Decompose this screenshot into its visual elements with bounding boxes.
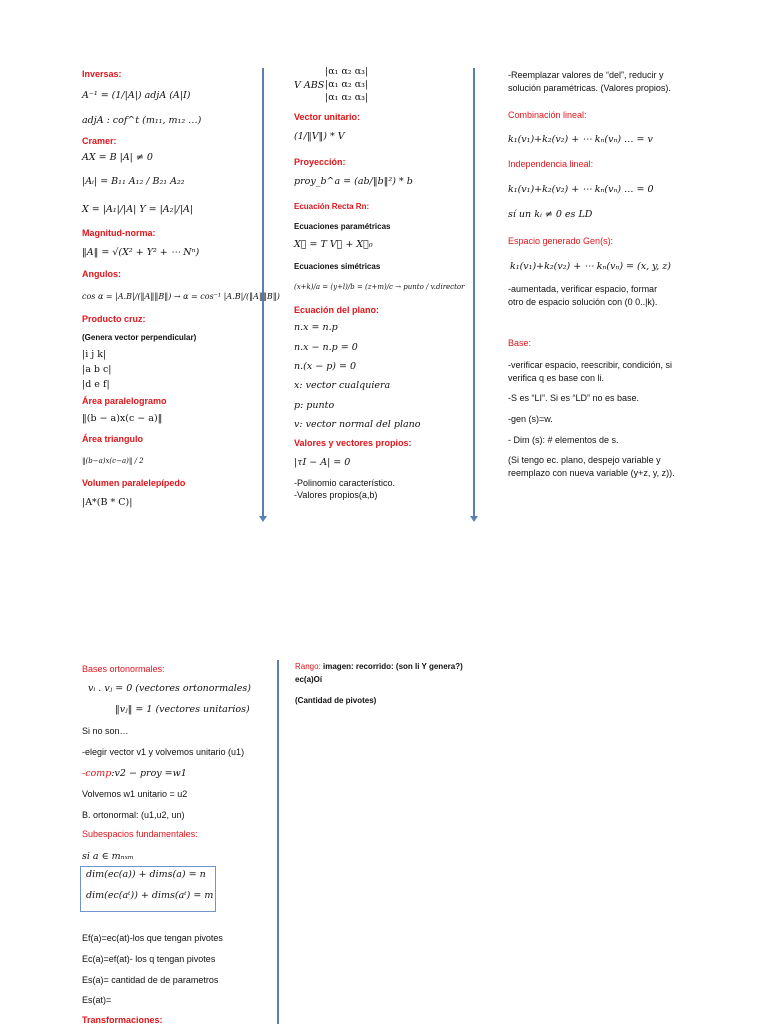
valores-propios-note-1: -Polinomio característico. <box>294 478 396 488</box>
divider-bottom <box>277 660 279 1024</box>
ef-line: Ef(a)=ec(at)-los que tengan pivotes <box>82 933 223 943</box>
comp-label: -comp <box>82 768 112 779</box>
gen-formula: k₁(v₁)+k₂(v₂) + ⋯ kₙ(vₙ) = (x, y, z) <box>510 261 671 272</box>
combinacion-title: Combinación lineal: <box>508 110 587 120</box>
comp-line <box>82 768 187 780</box>
reemplazar-line-2: solución paramétricas. (Valores propios). <box>508 83 671 93</box>
valores-propios-note-2: -Valores propios(a,b) <box>294 490 378 500</box>
gen-note-2: otro de espacio solución con (0 0..|k). <box>508 297 658 307</box>
bases-ortonormales-2: ‖vⱼ‖ = 1 (vectores unitarios) <box>115 704 250 715</box>
magnitud-formula: ‖A‖ = √(X² + Y² + ⋯ Nⁿ) <box>82 247 200 258</box>
plano-line-3: n.(x − p) = 0 <box>294 361 357 372</box>
base-title: Base: <box>508 338 532 348</box>
area-triangulo-formula: ‖(b−a)x(c−a)‖ / 2 <box>82 457 144 465</box>
independencia-formula: k₁(v₁)+k₂(v₂) + ⋯ kₙ(vₙ) … = 0 <box>508 184 654 195</box>
combinacion-formula: k₁(v₁)+k₂(v₂) + ⋯ kₙ(vₙ) … = v <box>508 134 653 145</box>
valores-propios-title: Valores y vectores propios: <box>294 438 412 448</box>
producto-cruz-note: (Genera vector perpendicular) <box>82 333 197 342</box>
det-row-3: |d e f| <box>82 379 110 390</box>
independencia-title: Independencia lineal: <box>508 159 594 169</box>
si-a-line: si a ∈ mₙₓₘ <box>82 851 134 862</box>
area-paralelogramo-title: Área paralelogramo <box>82 396 167 406</box>
vabs-row-2: |α₁ α₂ α₃| <box>325 79 369 90</box>
plano-line-2: n.x − n.p = 0 <box>294 342 358 353</box>
inversas-title: Inversas: <box>82 69 122 79</box>
es-line: Es(a)= cantidad de de parametros <box>82 975 219 985</box>
reemplazar-line-1: -Reemplazar valores de “del”, reducir y <box>508 70 664 80</box>
bases-ortonormales-1: vᵢ . vⱼ = 0 (vectores ortonormales) <box>88 683 251 694</box>
divider-right <box>473 68 475 518</box>
base-line-5a: (Si tengo ec. plano, despejo variable y <box>508 455 661 465</box>
volvemos-unitario: Volvemos w1 unitario = u2 <box>82 789 188 799</box>
ec-a-oi: ec(a)Oí <box>295 675 323 684</box>
dim-formula-2: dim(ec(aᵗ)) + dims(aᵗ) = m <box>86 890 214 901</box>
valores-propios-formula: |τI − A| = 0 <box>294 457 351 468</box>
plano-line-6: v: vector normal del plano <box>294 419 421 430</box>
det-row-2: |a b c| <box>82 364 112 375</box>
area-paralelogramo-formula: ‖(b − a)x(c − a)‖ <box>82 413 163 424</box>
angulos-title: Angulos: <box>82 269 121 279</box>
transformaciones-title: Transformaciones: <box>82 1015 163 1025</box>
inversas-formula: A⁻¹ = (1/|A|) adjA (A|I) <box>82 90 191 101</box>
vector-unitario-formula: (1/‖V‖) * V <box>294 131 345 142</box>
rango-text: imagen: recorrido: (son li Y genera?) <box>320 662 463 671</box>
cramer-formula-3: X = |A₁|/|A| Y = |A₂|/|A| <box>82 204 194 215</box>
det-row-1: |i j k| <box>82 349 107 360</box>
base-line-5b: reemplazo con nueva variable (y+z, y, z)). <box>508 468 675 478</box>
cramer-formula-2: |Aᵢ| = B₁₁ A₁₂ / B₂₁ A₂₂ <box>82 176 185 187</box>
gen-title: Espacio generado Gen(s): <box>508 236 614 246</box>
simetricas-formula: (x+k)/a = (y+l)/b = (z+m)/c → punto / v.director <box>294 283 465 291</box>
base-line-3: -gen (s)=w. <box>508 414 553 424</box>
subespacios-title: Subespacios fundamentales: <box>82 829 198 839</box>
magnitud-title: Magnitud-norma: <box>82 228 156 238</box>
vabs-row-1: |α₁ α₂ α₃| <box>325 66 369 77</box>
parametricas-formula: X⃗ = T V⃗ + X⃗₀ <box>294 239 373 250</box>
independencia-note: sí un kᵢ ≠ 0 es LD <box>508 209 593 220</box>
cantidad-pivotes: (Cantidad de pivotes) <box>295 696 377 705</box>
base-line-1a: -verificar espacio, reescribir, condición, si <box>508 360 673 370</box>
ec-line: Ec(a)=ef(at)- los q tengan pivotes <box>82 954 216 964</box>
parametricas-title: Ecuaciones paramétricas <box>294 222 391 231</box>
adj-formula: adjA : cof^t (m₁₁, m₁₂ …) <box>82 115 202 126</box>
vabs-row-3: |α₁ α₂ α₃| <box>325 92 369 103</box>
angulos-formula: cos α = |A.B|/(‖A‖‖B‖) → α = cos⁻¹ |A.B|/(‖A‖‖B‖) <box>82 292 280 301</box>
b-ortonormal: B. ortonormal: (u1,u2, un) <box>82 810 185 820</box>
base-line-2: -S es “LI”. Si es “LD” no es base. <box>508 393 640 403</box>
divider-left-arrow-icon <box>259 516 267 522</box>
rango-line <box>295 662 463 671</box>
volumen-title: Volumen paralelepípedo <box>82 478 186 488</box>
cramer-formula-1: AX = B |A| ≠ 0 <box>82 152 153 163</box>
cramer-title: Cramer: <box>82 136 117 146</box>
proyeccion-title: Proyección: <box>294 157 346 167</box>
simetricas-title: Ecuaciones simétricas <box>294 262 381 271</box>
producto-cruz-title: Producto cruz: <box>82 314 146 324</box>
elegir-vector: -elegir vector v1 y volvemos unitario (u1) <box>82 747 245 757</box>
plano-line-1: n.x = n.p <box>294 322 338 333</box>
base-line-4: - Dim (s): # elementos de s. <box>508 435 619 445</box>
si-no-son: Si no son… <box>82 726 129 736</box>
proyeccion-formula: proy_b^a = (ab/‖b‖²) * b <box>294 176 413 187</box>
volumen-formula: |A*(B * C)| <box>82 497 133 508</box>
rango-label: Rango: <box>295 662 321 671</box>
area-triangulo-title: Área triangulo <box>82 434 144 444</box>
gen-note-1: -aumentada, verificar espacio, formar <box>508 284 658 294</box>
bases-ortonormales-title: Bases ortonormales: <box>82 664 165 674</box>
vector-unitario-title: Vector unitario: <box>294 112 361 122</box>
divider-right-arrow-icon <box>470 516 478 522</box>
es-at-line: Es(at)= <box>82 995 112 1005</box>
vabs-label: V ABS <box>294 80 325 91</box>
plano-line-5: p: punto <box>294 400 335 411</box>
ecuacion-recta-title: Ecuación Recta Rn: <box>294 202 370 211</box>
plano-line-4: x: vector cualquiera <box>294 380 391 391</box>
comp-formula: :v2 − proy =w1 <box>111 768 187 779</box>
plano-title: Ecuación del plano: <box>294 305 380 315</box>
base-line-1b: verifica q es base con li. <box>508 373 605 383</box>
dim-formula-1: dim(ec(a)) + dims(a) = n <box>86 869 206 880</box>
